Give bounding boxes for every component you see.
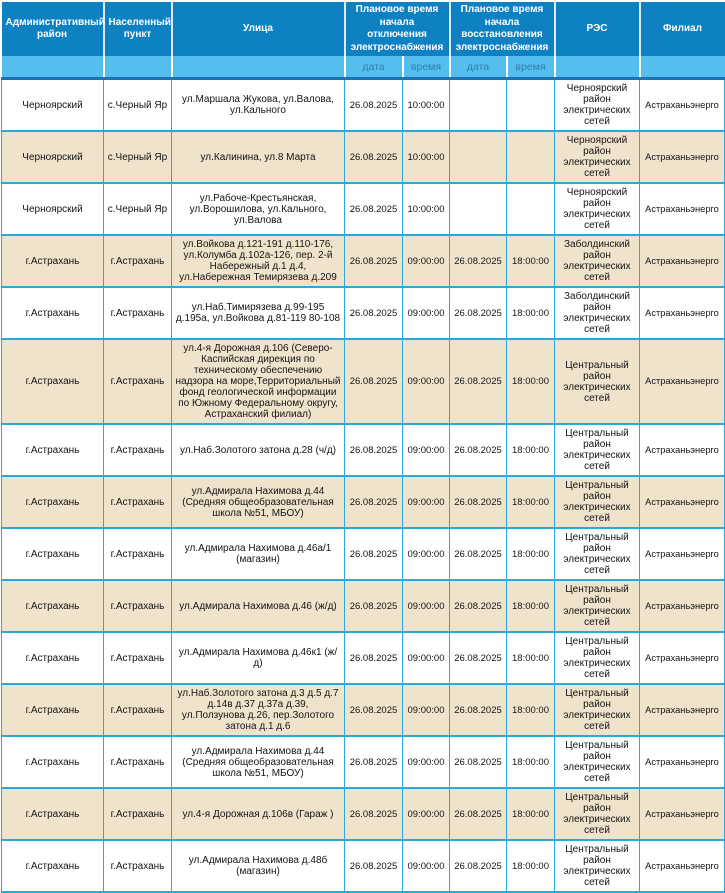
cell-outage-time: 09:00:00 — [403, 424, 450, 476]
cell-restore-time: 18:00:00 — [507, 424, 555, 476]
cell-district: Черноярский — [2, 79, 104, 132]
cell-branch: Астраханьэнерго — [640, 580, 725, 632]
cell-district: г.Астрахань — [2, 684, 104, 736]
cell-outage-date: 26.08.2025 — [345, 476, 403, 528]
cell-outage-date: 26.08.2025 — [345, 736, 403, 788]
cell-street: ул.Адмирала Нахимова д.48б (магазин) — [172, 840, 345, 892]
cell-district: г.Астрахань — [2, 476, 104, 528]
column-header-restore-start: Плановое время начала восстановления электроснабжения — [450, 2, 555, 56]
cell-district: г.Астрахань — [2, 424, 104, 476]
table-row — [2, 840, 725, 892]
cell-res: Черноярский район электрических сетей — [555, 183, 640, 235]
cell-outage-time: 10:00:00 — [403, 131, 450, 183]
cell-street: ул.4-я Дорожная д.106в (Гараж ) — [172, 788, 345, 840]
cell-restore-time: 18:00:00 — [507, 476, 555, 528]
table-row — [2, 684, 725, 736]
table-row — [2, 424, 725, 476]
cell-branch: Астраханьэнерго — [640, 840, 725, 892]
cell-branch: Астраханьэнерго — [640, 235, 725, 287]
subheader-empty — [2, 56, 104, 79]
cell-street: ул.4-я Дорожная д.106 (Северо-Каспийская дирекция по техническому обеспечению надзора на море,Территориальный фонд геологической информации по Южному Федеральному округу, Астраханский филиал) — [172, 339, 345, 424]
cell-outage-date: 26.08.2025 — [345, 183, 403, 235]
cell-street: ул.Адмирала Нахимова д.46а/1 (магазин) — [172, 528, 345, 580]
cell-settlement: г.Астрахань — [104, 788, 172, 840]
cell-branch: Астраханьэнерго — [640, 183, 725, 235]
subheader-restore-date: дата — [450, 56, 507, 79]
cell-street: ул.Адмирала Нахимова д.44 (Средняя общеобразовательная школа №51, МБОУ) — [172, 476, 345, 528]
cell-res: Черноярский район электрических сетей — [555, 131, 640, 183]
cell-district: г.Астрахань — [2, 528, 104, 580]
cell-branch: Астраханьэнерго — [640, 736, 725, 788]
cell-restore-time — [507, 79, 555, 132]
cell-branch: Астраханьэнерго — [640, 788, 725, 840]
cell-settlement: с.Черный Яр — [104, 183, 172, 235]
cell-street: ул.Наб.Золотого затона д.28 (ч/д) — [172, 424, 345, 476]
table-header — [2, 2, 725, 79]
cell-district: Черноярский — [2, 131, 104, 183]
cell-outage-time: 09:00:00 — [403, 788, 450, 840]
cell-branch: Астраханьэнерго — [640, 684, 725, 736]
cell-restore-date: 26.08.2025 — [450, 840, 507, 892]
subheader-row — [2, 56, 725, 79]
cell-res: Центральный район электрических сетей — [555, 840, 640, 892]
cell-branch: Астраханьэнерго — [640, 287, 725, 339]
table-row — [2, 736, 725, 788]
column-header-branch: Филиал — [640, 2, 725, 56]
cell-district: г.Астрахань — [2, 736, 104, 788]
cell-outage-time: 09:00:00 — [403, 339, 450, 424]
cell-settlement: г.Астрахань — [104, 476, 172, 528]
cell-street: ул.Адмирала Нахимова д.46 (ж/д) — [172, 580, 345, 632]
table-row — [2, 476, 725, 528]
cell-street: ул.Адмирала Нахимова д.46к1 (ж/д) — [172, 632, 345, 684]
column-header-res: РЭС — [555, 2, 640, 56]
cell-outage-time: 09:00:00 — [403, 528, 450, 580]
subheader-empty — [172, 56, 345, 79]
cell-restore-date — [450, 79, 507, 132]
cell-outage-time: 09:00:00 — [403, 840, 450, 892]
cell-restore-date: 26.08.2025 — [450, 684, 507, 736]
cell-outage-time: 09:00:00 — [403, 580, 450, 632]
cell-restore-date: 26.08.2025 — [450, 788, 507, 840]
cell-restore-time: 18:00:00 — [507, 840, 555, 892]
cell-outage-date: 26.08.2025 — [345, 287, 403, 339]
column-header-district: Административный район — [2, 2, 104, 56]
cell-settlement: г.Астрахань — [104, 580, 172, 632]
cell-district: г.Астрахань — [2, 287, 104, 339]
cell-outage-time: 10:00:00 — [403, 183, 450, 235]
cell-restore-time: 18:00:00 — [507, 287, 555, 339]
cell-restore-time: 18:00:00 — [507, 632, 555, 684]
cell-res: Центральный район электрических сетей — [555, 684, 640, 736]
cell-restore-date: 26.08.2025 — [450, 580, 507, 632]
cell-district: г.Астрахань — [2, 632, 104, 684]
table-row — [2, 788, 725, 840]
cell-branch: Астраханьэнерго — [640, 131, 725, 183]
column-header-settlement: Населенный пункт — [104, 2, 172, 56]
cell-restore-date: 26.08.2025 — [450, 632, 507, 684]
cell-restore-time: 18:00:00 — [507, 788, 555, 840]
cell-restore-time: 18:00:00 — [507, 339, 555, 424]
cell-outage-date: 26.08.2025 — [345, 788, 403, 840]
cell-branch: Астраханьэнерго — [640, 476, 725, 528]
subheader-outage-time: время — [403, 56, 450, 79]
cell-branch: Астраханьэнерго — [640, 339, 725, 424]
subheader-empty — [555, 56, 640, 79]
cell-restore-date — [450, 131, 507, 183]
cell-street: ул.Адмирала Нахимова д.44 (Средняя общеобразовательная школа №51, МБОУ) — [172, 736, 345, 788]
cell-street: ул.Наб.Тимирязева д.99-195 д.195а, ул.Войкова д.81-119 80-108 — [172, 287, 345, 339]
cell-branch: Астраханьэнерго — [640, 528, 725, 580]
cell-restore-date: 26.08.2025 — [450, 424, 507, 476]
table-row — [2, 580, 725, 632]
cell-res: Центральный район электрических сетей — [555, 339, 640, 424]
cell-settlement: г.Астрахань — [104, 840, 172, 892]
cell-res: Черноярский район электрических сетей — [555, 79, 640, 132]
cell-restore-date: 26.08.2025 — [450, 528, 507, 580]
cell-restore-time: 18:00:00 — [507, 684, 555, 736]
cell-settlement: г.Астрахань — [104, 339, 172, 424]
cell-outage-time: 09:00:00 — [403, 684, 450, 736]
cell-restore-date: 26.08.2025 — [450, 287, 507, 339]
cell-street: ул.Калинина, ул.8 Марта — [172, 131, 345, 183]
cell-outage-time: 09:00:00 — [403, 476, 450, 528]
cell-outage-time: 09:00:00 — [403, 632, 450, 684]
cell-outage-date: 26.08.2025 — [345, 235, 403, 287]
cell-restore-date: 26.08.2025 — [450, 476, 507, 528]
cell-restore-date: 26.08.2025 — [450, 339, 507, 424]
cell-outage-date: 26.08.2025 — [345, 131, 403, 183]
header-row — [2, 2, 725, 56]
cell-outage-date: 26.08.2025 — [345, 424, 403, 476]
column-header-outage-start: Плановое время начала отключения электроснабжения — [345, 2, 450, 56]
cell-restore-date: 26.08.2025 — [450, 736, 507, 788]
cell-settlement: с.Черный Яр — [104, 79, 172, 132]
cell-district: г.Астрахань — [2, 580, 104, 632]
subheader-outage-date: дата — [345, 56, 403, 79]
table-row — [2, 632, 725, 684]
cell-res: Центральный район электрических сетей — [555, 424, 640, 476]
subheader-empty — [104, 56, 172, 79]
cell-settlement: г.Астрахань — [104, 684, 172, 736]
subheader-restore-time: время — [507, 56, 555, 79]
cell-res: Центральный район электрических сетей — [555, 736, 640, 788]
cell-settlement: г.Астрахань — [104, 424, 172, 476]
cell-restore-time — [507, 131, 555, 183]
cell-res: Заболдинский район электрических сетей — [555, 235, 640, 287]
cell-restore-time — [507, 183, 555, 235]
cell-outage-date: 26.08.2025 — [345, 684, 403, 736]
cell-street: ул.Маршала Жукова, ул.Валова, ул.Кального — [172, 79, 345, 132]
cell-district: г.Астрахань — [2, 339, 104, 424]
table-row — [2, 339, 725, 424]
cell-outage-date: 26.08.2025 — [345, 339, 403, 424]
cell-settlement: г.Астрахань — [104, 528, 172, 580]
cell-settlement: г.Астрахань — [104, 235, 172, 287]
cell-settlement: с.Черный Яр — [104, 131, 172, 183]
cell-outage-time: 09:00:00 — [403, 235, 450, 287]
cell-restore-date — [450, 183, 507, 235]
cell-outage-time: 09:00:00 — [403, 287, 450, 339]
column-header-street: Улица — [172, 2, 345, 56]
cell-restore-time: 18:00:00 — [507, 528, 555, 580]
cell-restore-time: 18:00:00 — [507, 580, 555, 632]
outage-schedule-table — [1, 2, 725, 893]
cell-restore-date: 26.08.2025 — [450, 235, 507, 287]
table-row — [2, 131, 725, 183]
cell-outage-time: 10:00:00 — [403, 79, 450, 132]
table-row — [2, 235, 725, 287]
table-row — [2, 528, 725, 580]
cell-settlement: г.Астрахань — [104, 287, 172, 339]
cell-district: Черноярский — [2, 183, 104, 235]
cell-outage-date: 26.08.2025 — [345, 632, 403, 684]
cell-restore-time: 18:00:00 — [507, 736, 555, 788]
cell-street: ул.Наб.Золотого затона д.3 д.5 д.7 д.14в д.37 д.37а д.39, ул.Ползунова д.26, пер.Золотого затона д.1 д.6 — [172, 684, 345, 736]
cell-outage-date: 26.08.2025 — [345, 840, 403, 892]
cell-res: Центральный район электрических сетей — [555, 788, 640, 840]
table-row — [2, 183, 725, 235]
subheader-empty — [640, 56, 725, 79]
cell-street: ул.Войкова д.121-191 д.110-176, ул.Колумба д.102а-126, пер. 2-й Набережный д.1 д.4, ул.Набережная Темирязева д.209 — [172, 235, 345, 287]
cell-res: Центральный район электрических сетей — [555, 632, 640, 684]
cell-settlement: г.Астрахань — [104, 632, 172, 684]
cell-district: г.Астрахань — [2, 840, 104, 892]
cell-street: ул.Рабоче-Крестьянская, ул.Ворошилова, ул.Кального, ул.Валова — [172, 183, 345, 235]
cell-branch: Астраханьэнерго — [640, 424, 725, 476]
cell-district: г.Астрахань — [2, 235, 104, 287]
cell-branch: Астраханьэнерго — [640, 79, 725, 132]
cell-res: Центральный район электрических сетей — [555, 476, 640, 528]
table-row — [2, 287, 725, 339]
cell-restore-time: 18:00:00 — [507, 235, 555, 287]
cell-branch: Астраханьэнерго — [640, 632, 725, 684]
cell-outage-date: 26.08.2025 — [345, 79, 403, 132]
cell-outage-time: 09:00:00 — [403, 736, 450, 788]
cell-res: Заболдинский район электрических сетей — [555, 287, 640, 339]
cell-settlement: г.Астрахань — [104, 736, 172, 788]
cell-district: г.Астрахань — [2, 788, 104, 840]
table-row — [2, 79, 725, 132]
cell-res: Центральный район электрических сетей — [555, 528, 640, 580]
cell-outage-date: 26.08.2025 — [345, 528, 403, 580]
table-body — [2, 79, 725, 893]
cell-outage-date: 26.08.2025 — [345, 580, 403, 632]
cell-res: Центральный район электрических сетей — [555, 580, 640, 632]
